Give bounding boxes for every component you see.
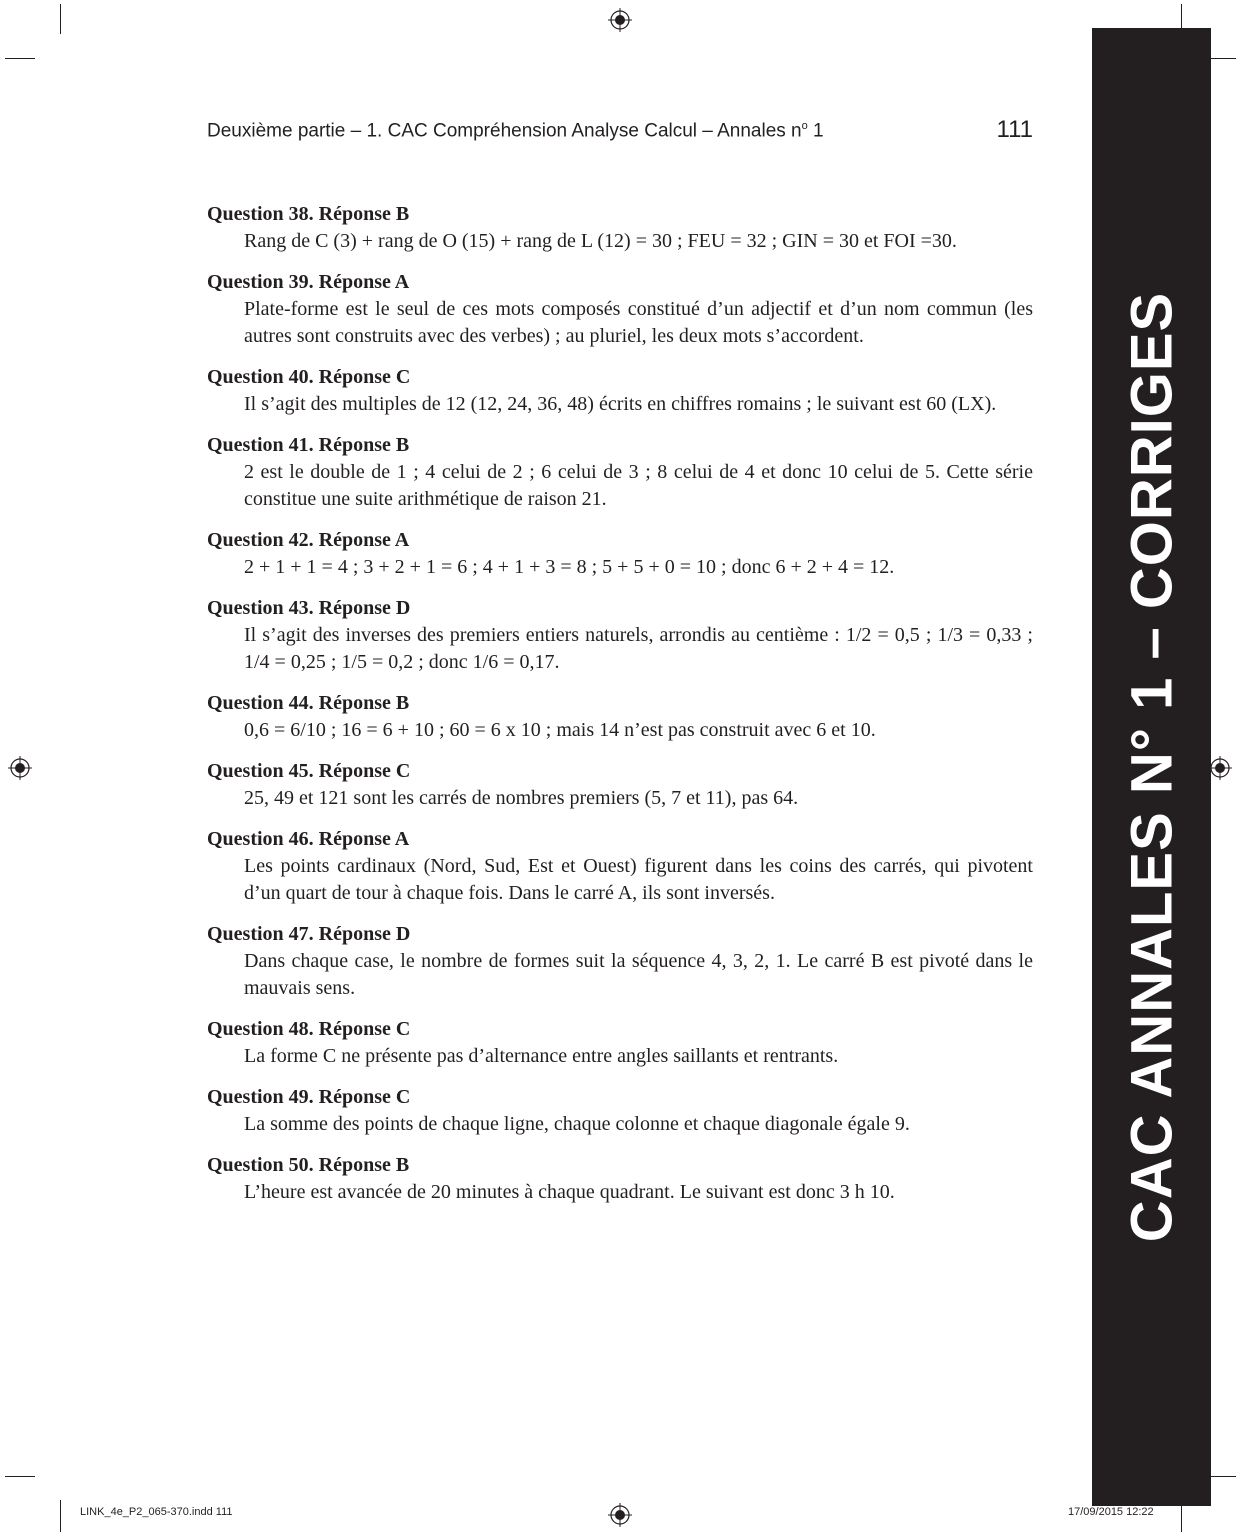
registration-mark-icon: [1208, 756, 1232, 780]
answer-explanation: La forme C ne présente pas d’alternance entre angles saillants et rentrants.: [244, 1045, 839, 1067]
answer-item: [207, 920, 1033, 1002]
registration-mark-icon: [608, 1503, 632, 1527]
running-title: [207, 120, 824, 142]
answer-explanation: Dans chaque case, le nombre de formes suit la séquence 4, 3, 2, 1. Le carré B est pivoté dans le mauvais sens.: [244, 950, 1033, 999]
answer-item: [207, 594, 1033, 676]
answer-heading: Question 49. Réponse C: [207, 1086, 411, 1108]
footer-date-slug: 17/09/2015 12:22: [1068, 1506, 1154, 1518]
running-title-superscript: o: [801, 120, 808, 132]
answer-heading: Question 48. Réponse C: [207, 1018, 411, 1040]
answer-explanation: L’heure est avancée de 20 minutes à chaque quadrant. Le suivant est donc 3 h 10.: [244, 1181, 895, 1203]
answer-heading: Question 46. Réponse A: [207, 828, 410, 850]
answer-explanation: 25, 49 et 121 sont les carrés de nombres premiers (5, 7 et 11), pas 64.: [244, 787, 799, 809]
registration-mark-icon: [608, 8, 632, 32]
answer-heading: Question 39. Réponse A: [207, 271, 410, 293]
answer-heading: Question 47. Réponse D: [207, 923, 411, 945]
running-title-number: 1: [807, 120, 824, 142]
crop-mark: [60, 4, 61, 34]
answer-heading: Question 50. Réponse B: [207, 1154, 410, 1176]
answer-explanation: Les points cardinaux (Nord, Sud, Est et Ouest) figurent dans les coins des carrés, qui pivotent d’un quart de tour à chaque fois. Dans le carré A, ils sont inversés.: [244, 855, 1033, 904]
answer-item: [207, 1083, 1033, 1138]
answer-item: [207, 1151, 1033, 1206]
chapter-tab: [1092, 28, 1211, 1506]
answer-heading: Question 40. Réponse C: [207, 366, 411, 388]
answer-item: [207, 200, 1033, 255]
answer-explanation: Rang de C (3) + rang de O (15) + rang de L (12) = 30 ; FEU = 32 ; GIN = 30 et FOI =30.: [244, 230, 957, 252]
crop-mark: [60, 1500, 61, 1532]
answer-heading: Question 43. Réponse D: [207, 597, 411, 619]
answer-item: [207, 825, 1033, 907]
answer-heading: Question 42. Réponse A: [207, 529, 410, 551]
answer-heading: Question 44. Réponse B: [207, 692, 410, 714]
answers-list: [207, 200, 1033, 1219]
running-title-text: Deuxième partie – 1. CAC Compréhension Analyse Calcul – Annales n: [207, 120, 802, 142]
page-number: 111: [996, 116, 1033, 143]
answer-explanation: La somme des points de chaque ligne, chaque colonne et chaque diagonale égale 9.: [244, 1113, 910, 1135]
answer-item: [207, 526, 1033, 581]
answer-explanation: Il s’agit des multiples de 12 (12, 24, 36, 48) écrits en chiffres romains ; le suivant est 60 (LX).: [244, 393, 997, 415]
registration-mark-icon: [8, 756, 32, 780]
answer-explanation: 2 + 1 + 1 = 4 ; 3 + 2 + 1 = 6 ; 4 + 1 + 3 = 8 ; 5 + 5 + 0 = 10 ; donc 6 + 2 + 4 = 12.: [244, 556, 895, 578]
answer-heading: Question 38. Réponse B: [207, 203, 410, 225]
answer-item: [207, 689, 1033, 744]
page-header: [207, 116, 1033, 146]
crop-mark: [5, 1476, 35, 1477]
answer-explanation: 0,6 = 6/10 ; 16 = 6 + 10 ; 60 = 6 x 10 ; mais 14 n’est pas construit avec 6 et 10.: [244, 719, 876, 741]
footer-file-slug: LINK_4e_P2_065-370.indd 111: [80, 1506, 233, 1518]
answer-explanation: Il s’agit des inverses des premiers entiers naturels, arrondis au centième : 1/2 = 0,5 ; 1/3 = 0,33 ; 1/4 = 0,25 ; 1/5 = 0,2 ; donc 1/6 = 0,17.: [244, 624, 1033, 673]
crop-mark: [5, 58, 35, 59]
answer-item: [207, 431, 1033, 513]
answer-item: [207, 268, 1033, 350]
answer-explanation: 2 est le double de 1 ; 4 celui de 2 ; 6 celui de 3 ; 8 celui de 4 et donc 10 celui de 5. Cette série constitue une suite arithmétique de raison 21.: [244, 461, 1033, 510]
answer-explanation: Plate-forme est le seul de ces mots composés constitué d’un adjectif et d’un nom commun (les autres sont construits avec des verbes) ; au pluriel, les deux mots s’accordent.: [244, 298, 1033, 347]
answer-item: [207, 1015, 1033, 1070]
answer-heading: Question 41. Réponse B: [207, 434, 410, 456]
chapter-tab-label: CAC ANNALES N° 1 – CORRIGES: [1119, 291, 1184, 1243]
answer-heading: Question 45. Réponse C: [207, 760, 411, 782]
answer-item: [207, 363, 1033, 418]
answer-item: [207, 757, 1033, 812]
